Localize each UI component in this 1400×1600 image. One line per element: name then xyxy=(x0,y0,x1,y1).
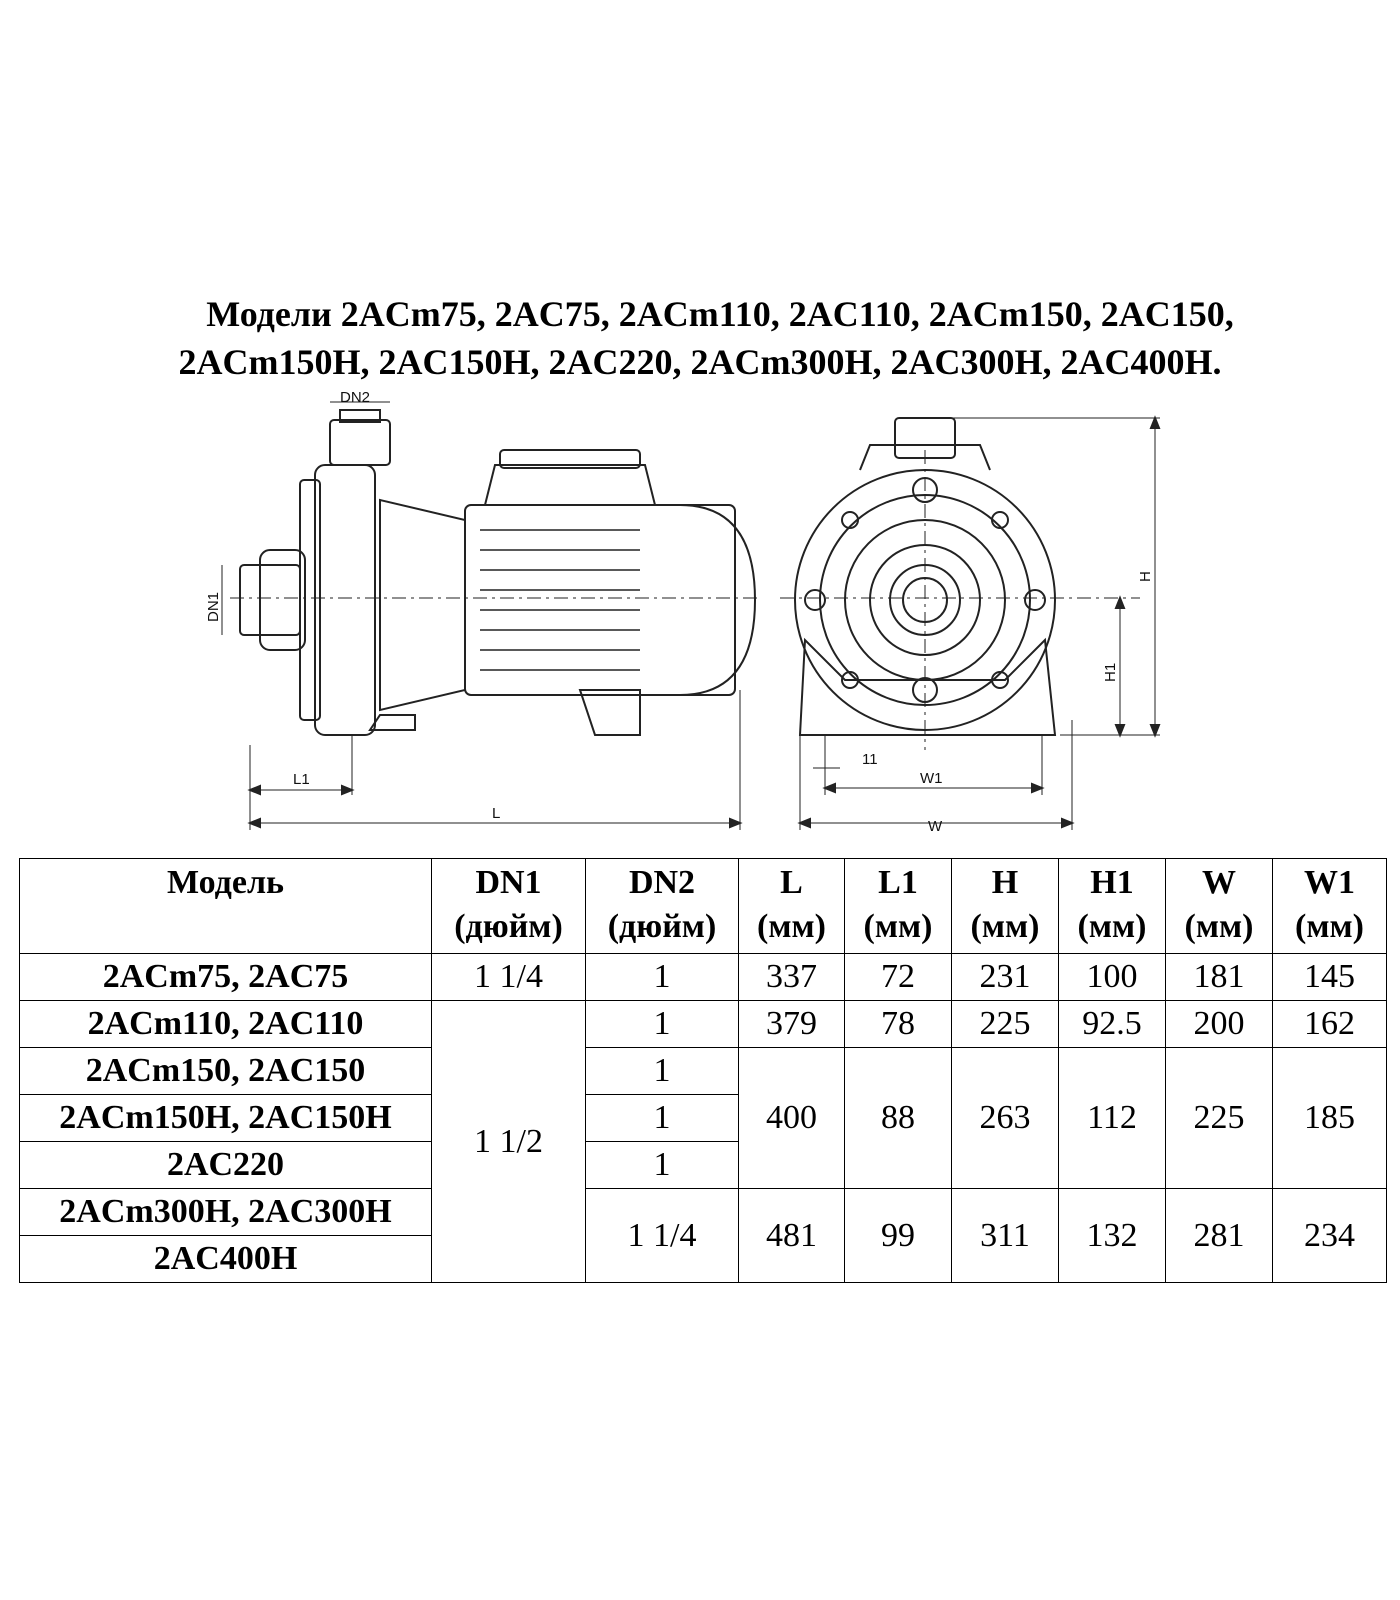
label-dn2: DN2 xyxy=(340,390,371,406)
header-dn1: DN1 (дюйм) xyxy=(432,859,586,954)
model-cell: 2ACm300H, 2AC300H xyxy=(20,1189,432,1236)
l-cell: 481 xyxy=(739,1189,845,1283)
w-cell: 200 xyxy=(1166,1001,1273,1048)
model-cell: 2AC220 xyxy=(20,1142,432,1189)
model-cell: 2ACm75, 2AC75 xyxy=(20,954,432,1001)
h-cell: 225 xyxy=(952,1001,1059,1048)
h-cell: 231 xyxy=(952,954,1059,1001)
l-cell: 379 xyxy=(739,1001,845,1048)
header-w1: W1 (мм) xyxy=(1273,859,1387,954)
header-h1: H1 (мм) xyxy=(1059,859,1166,954)
w-cell: 225 xyxy=(1166,1048,1273,1189)
l-cell: 337 xyxy=(739,954,845,1001)
header-model: Модель xyxy=(20,859,432,954)
side-view xyxy=(222,402,760,830)
label-l1: L1 xyxy=(293,771,310,788)
l1-cell: 99 xyxy=(845,1189,952,1283)
model-cell: 2AC400H xyxy=(20,1236,432,1283)
header-h: H (мм) xyxy=(952,859,1059,954)
model-cell: 2ACm150, 2AC150 xyxy=(20,1048,432,1095)
specification-table xyxy=(19,858,1387,1283)
table-header-row xyxy=(20,859,1387,954)
l1-cell: 78 xyxy=(845,1001,952,1048)
h1-cell: 132 xyxy=(1059,1189,1166,1283)
w-cell: 181 xyxy=(1166,954,1273,1001)
model-cell: 2ACm150H, 2AC150H xyxy=(20,1095,432,1142)
dn2-cell: 1 xyxy=(586,1142,739,1189)
dn2-cell: 1 1/4 xyxy=(586,1189,739,1283)
pump-dimension-drawings xyxy=(0,390,1400,850)
w1-cell: 162 xyxy=(1273,1001,1387,1048)
dn2-cell: 1 xyxy=(586,954,739,1001)
pump-drawing-svg xyxy=(0,390,1400,850)
dn2-cell: 1 xyxy=(586,1095,739,1142)
header-dn2: DN2 (дюйм) xyxy=(586,859,739,954)
label-h1: H1 xyxy=(1102,662,1119,682)
dn2-cell: 1 xyxy=(586,1048,739,1095)
h-cell: 263 xyxy=(952,1048,1059,1189)
table-row xyxy=(20,1001,1387,1048)
header-l: L (мм) xyxy=(739,859,845,954)
table-row xyxy=(20,1189,1387,1236)
label-w: W xyxy=(928,818,943,835)
w1-cell: 234 xyxy=(1273,1189,1387,1283)
h1-cell: 100 xyxy=(1059,954,1166,1001)
label-h: H xyxy=(1137,571,1154,582)
front-view xyxy=(780,418,1160,830)
header-w: W (мм) xyxy=(1166,859,1273,954)
h-cell: 311 xyxy=(952,1189,1059,1283)
dn1-cell: 1 1/2 xyxy=(432,1001,586,1283)
title-line-1: Модели 2ACm75, 2AC75, 2ACm110, 2AC110, 2ACm150, 2AC150, xyxy=(206,294,1234,334)
dn1-cell: 1 1/4 xyxy=(432,954,586,1001)
h1-cell: 112 xyxy=(1059,1048,1166,1189)
table-row xyxy=(20,1048,1387,1095)
label-11: 11 xyxy=(862,751,878,768)
title-line-2: 2ACm150H, 2AC150H, 2AC220, 2ACm300H, 2AC300H, 2AC400H. xyxy=(178,342,1222,382)
label-l: L xyxy=(492,805,501,822)
label-dn1: DN1 xyxy=(205,591,222,622)
document-title xyxy=(0,290,1400,386)
l1-cell: 72 xyxy=(845,954,952,1001)
label-w1: W1 xyxy=(920,770,943,787)
dn2-cell: 1 xyxy=(586,1001,739,1048)
l1-cell: 88 xyxy=(845,1048,952,1189)
l-cell: 400 xyxy=(739,1048,845,1189)
header-l1: L1 (мм) xyxy=(845,859,952,954)
w-cell: 281 xyxy=(1166,1189,1273,1283)
table-row xyxy=(20,954,1387,1001)
w1-cell: 185 xyxy=(1273,1048,1387,1189)
model-cell: 2ACm110, 2AC110 xyxy=(20,1001,432,1048)
h1-cell: 92.5 xyxy=(1059,1001,1166,1048)
w1-cell: 145 xyxy=(1273,954,1387,1001)
